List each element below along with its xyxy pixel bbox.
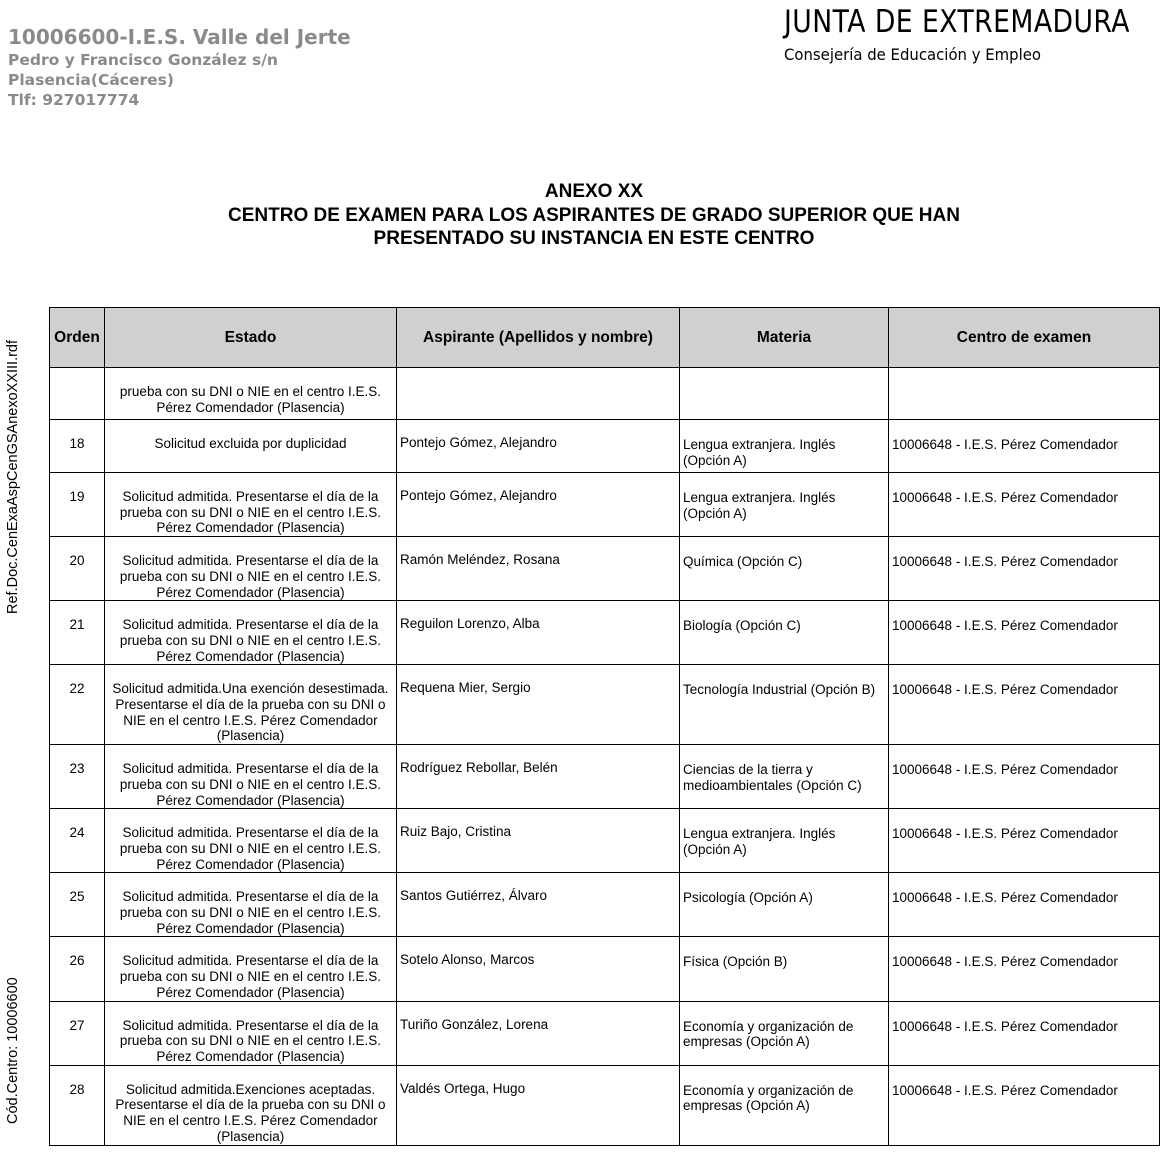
document-title	[0, 180, 1170, 251]
cell-centro: 10006648 - I.E.S. Pérez Comendador	[889, 665, 1160, 745]
cell-materia: Química (Opción C)	[680, 537, 889, 601]
cell-estado: Solicitud admitida. Presentarse el día de la prueba con su DNI o NIE en el centro I.E.S. Pérez Comendador (Plasencia)	[105, 1001, 397, 1065]
cell-aspirante: Sotelo Alonso, Marcos	[397, 937, 680, 1001]
header-estado: Estado	[105, 308, 397, 368]
cell-estado: Solicitud admitida. Presentarse el día de la prueba con su DNI o NIE en el centro I.E.S. Pérez Comendador (Plasencia)	[105, 809, 397, 873]
table-row	[50, 665, 1160, 745]
cell-centro: 10006648 - I.E.S. Pérez Comendador	[889, 601, 1160, 665]
side-centre-code: Cód.Centro: 10006600	[5, 977, 21, 1124]
school-header	[8, 24, 351, 110]
junta-logo	[784, 2, 1170, 66]
cell-orden: 20	[50, 537, 105, 601]
table-row	[50, 473, 1160, 537]
school-city: Plasencia(Cáceres)	[8, 71, 174, 89]
school-name: 10006600-I.E.S. Valle del Jerte	[8, 25, 351, 49]
cell-centro: 10006648 - I.E.S. Pérez Comendador	[889, 420, 1160, 473]
table-row	[50, 537, 1160, 601]
cell-aspirante: Ramón Meléndez, Rosana	[397, 537, 680, 601]
cell-materia: Tecnología Industrial (Opción B)	[680, 665, 889, 745]
cell-aspirante: Pontejo Gómez, Alejandro	[397, 420, 680, 473]
cell-centro: 10006648 - I.E.S. Pérez Comendador	[889, 1065, 1160, 1145]
cell-centro: 10006648 - I.E.S. Pérez Comendador	[889, 745, 1160, 809]
title-line-1: ANEXO XX	[544, 181, 644, 202]
cell-orden	[50, 368, 105, 420]
header-centro: Centro de examen	[889, 308, 1160, 368]
cell-orden: 21	[50, 601, 105, 665]
header-aspirante: Aspirante (Apellidos y nombre)	[397, 308, 680, 368]
cell-materia: Lengua extranjera. Inglés (Opción A)	[680, 809, 889, 873]
cell-centro: 10006648 - I.E.S. Pérez Comendador	[889, 873, 1160, 937]
logo-subtitle: Consejería de Educación y Empleo	[784, 45, 1041, 64]
cell-orden: 25	[50, 873, 105, 937]
cell-materia: Ciencias de la tierra y medioambientales (Opción C)	[680, 745, 889, 809]
table-row	[50, 420, 1160, 473]
cell-aspirante	[397, 368, 680, 420]
table-row	[50, 809, 1160, 873]
cell-materia: Economía y organización de empresas (Opción A)	[680, 1065, 889, 1145]
cell-estado: Solicitud admitida.Una exención desestimada. Presentarse el día de la prueba con su DNI o NIE en el centro I.E.S. Pérez Comendador (Plasencia)	[105, 665, 397, 745]
cell-estado: Solicitud admitida. Presentarse el día de la prueba con su DNI o NIE en el centro I.E.S. Pérez Comendador (Plasencia)	[105, 937, 397, 1001]
cell-centro: 10006648 - I.E.S. Pérez Comendador	[889, 473, 1160, 537]
cell-centro	[889, 368, 1160, 420]
cell-materia	[680, 368, 889, 420]
table-row	[50, 937, 1160, 1001]
logo-title: JUNTA DE EXTREMADURA	[784, 4, 1130, 40]
cell-materia: Biología (Opción C)	[680, 601, 889, 665]
cell-materia: Lengua extranjera. Inglés (Opción A)	[680, 420, 889, 473]
table-row	[50, 368, 1160, 420]
cell-aspirante: Santos Gutiérrez, Álvaro	[397, 873, 680, 937]
title-line-2: CENTRO DE EXAMEN PARA LOS ASPIRANTES DE GRADO SUPERIOR QUE HAN	[228, 204, 960, 226]
cell-centro: 10006648 - I.E.S. Pérez Comendador	[889, 1001, 1160, 1065]
cell-estado: Solicitud admitida. Presentarse el día de la prueba con su DNI o NIE en el centro I.E.S. Pérez Comendador (Plasencia)	[105, 537, 397, 601]
cell-orden: 26	[50, 937, 105, 1001]
cell-aspirante: Ruiz Bajo, Cristina	[397, 809, 680, 873]
title-line-3: PRESENTADO SU INSTANCIA EN ESTE CENTRO	[373, 228, 815, 249]
cell-aspirante: Requena Mier, Sergio	[397, 665, 680, 745]
table-row	[50, 1065, 1160, 1145]
side-reference: Ref.Doc.CenExaAspCenGSAnexoXXIII.rdf	[5, 339, 21, 614]
cell-orden: 27	[50, 1001, 105, 1065]
cell-orden: 23	[50, 745, 105, 809]
cell-estado: Solicitud admitida. Presentarse el día de la prueba con su DNI o NIE en el centro I.E.S. Pérez Comendador (Plasencia)	[105, 601, 397, 665]
candidates-table	[49, 307, 1160, 1146]
header-materia: Materia	[680, 308, 889, 368]
cell-aspirante: Rodríguez Rebollar, Belén	[397, 745, 680, 809]
cell-aspirante: Valdés Ortega, Hugo	[397, 1065, 680, 1145]
cell-estado: Solicitud admitida. Presentarse el día de la prueba con su DNI o NIE en el centro I.E.S. Pérez Comendador (Plasencia)	[105, 745, 397, 809]
cell-estado: Solicitud excluida por duplicidad	[105, 420, 397, 473]
cell-aspirante: Reguilon Lorenzo, Alba	[397, 601, 680, 665]
cell-materia: Lengua extranjera. Inglés (Opción A)	[680, 473, 889, 537]
cell-estado: prueba con su DNI o NIE en el centro I.E.S. Pérez Comendador (Plasencia)	[105, 368, 397, 420]
cell-centro: 10006648 - I.E.S. Pérez Comendador	[889, 537, 1160, 601]
table-body	[50, 368, 1160, 1146]
cell-orden: 19	[50, 473, 105, 537]
cell-orden: 28	[50, 1065, 105, 1145]
school-phone: Tlf: 927017774	[8, 91, 140, 109]
cell-orden: 22	[50, 665, 105, 745]
cell-estado: Solicitud admitida. Presentarse el día de la prueba con su DNI o NIE en el centro I.E.S. Pérez Comendador (Plasencia)	[105, 873, 397, 937]
cell-centro: 10006648 - I.E.S. Pérez Comendador	[889, 937, 1160, 1001]
table-row	[50, 1001, 1160, 1065]
school-address: Pedro y Francisco González s/n	[8, 51, 278, 69]
table-row	[50, 601, 1160, 665]
table-row	[50, 745, 1160, 809]
cell-estado: Solicitud admitida.Exenciones aceptadas. Presentarse el día de la prueba con su DNI o NIE en el centro I.E.S. Pérez Comendador (Plasencia)	[105, 1065, 397, 1145]
cell-estado: Solicitud admitida. Presentarse el día de la prueba con su DNI o NIE en el centro I.E.S. Pérez Comendador (Plasencia)	[105, 473, 397, 537]
cell-orden: 18	[50, 420, 105, 473]
table-header-row	[50, 308, 1160, 368]
cell-aspirante: Turiño González, Lorena	[397, 1001, 680, 1065]
header-orden: Orden	[50, 308, 105, 368]
cell-materia: Psicología (Opción A)	[680, 873, 889, 937]
cell-materia: Física (Opción B)	[680, 937, 889, 1001]
cell-aspirante: Pontejo Gómez, Alejandro	[397, 473, 680, 537]
cell-centro: 10006648 - I.E.S. Pérez Comendador	[889, 809, 1160, 873]
cell-orden: 24	[50, 809, 105, 873]
table-row	[50, 873, 1160, 937]
cell-materia: Economía y organización de empresas (Opción A)	[680, 1001, 889, 1065]
